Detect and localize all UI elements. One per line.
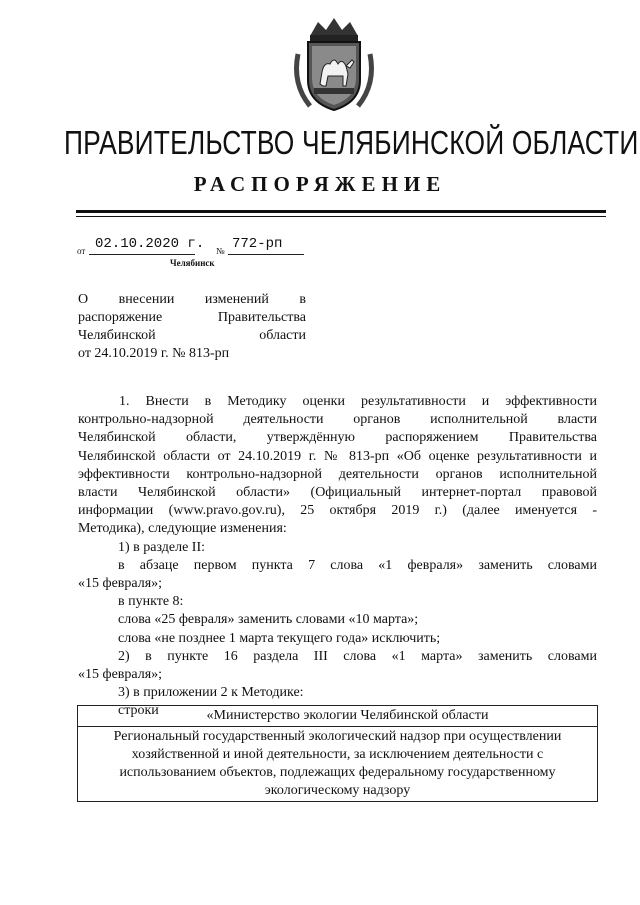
body-line: Методика), следующие изменения: xyxy=(78,521,287,537)
subject-line-last: от 24.10.2019 г. № 813-рп xyxy=(78,346,230,361)
organization-title: ПРАВИТЕЛЬСТВО ЧЕЛЯБИНСКОЙ ОБЛАСТИ xyxy=(64,124,639,161)
subject-line: распоряжение Правительства xyxy=(78,310,306,325)
list-item-1b: в пункте 8: xyxy=(118,594,184,610)
coat-of-arms-emblem xyxy=(288,14,380,114)
number-underline xyxy=(228,254,304,255)
body-line: Челябинской области от 24.10.2019 г. № 813-рп «Об оценке результативности и xyxy=(78,448,597,464)
list-item-1c: слова «25 февраля» заменить словами «10 марта»; xyxy=(118,612,419,628)
amendment-table xyxy=(77,705,598,802)
document-date: 02.10.2020 г. xyxy=(95,236,205,252)
subject-line: О внесении изменений в xyxy=(78,292,306,307)
list-item-3a: строки xyxy=(118,703,159,719)
list-item-1: 1) в разделе II: xyxy=(118,539,206,555)
body-line: власти Челябинской области» (Официальный интернет-портал правовой xyxy=(78,485,597,501)
body-line: Челябинской области, утверждённую распоряжением Правительства xyxy=(78,430,597,446)
body-line: информации (www.pravo.gov.ru), 25 октября 2019 г.) (далее именуется - xyxy=(78,503,597,519)
document-body xyxy=(78,393,597,721)
list-item-1a: в абзаце первом пункта 7 слова «1 февраля» заменить словами xyxy=(118,557,597,573)
date-underline xyxy=(89,254,195,255)
table-cell-supervision: Региональный государственный экологический надзор при осуществлении хозяйственной и иной деятельности, за исключением деятельности с использованием объектов, подлежащих федеральному государственному экологическому надзору xyxy=(113,729,562,798)
header-rule-thick xyxy=(76,210,606,213)
document-subject xyxy=(78,291,306,363)
document-type-title: РАСПОРЯЖЕНИЕ xyxy=(193,172,447,196)
list-item-1a-end: «15 февраля»; xyxy=(78,576,163,592)
list-item-2-end: «15 февраля»; xyxy=(78,667,163,683)
document-city: Челябинск xyxy=(170,258,215,268)
table-row xyxy=(78,727,597,801)
body-line: контрольно-надзорной деятельности органов исполнительной власти xyxy=(78,412,597,428)
date-prefix-label: от xyxy=(77,246,86,256)
body-line: 1. Внести в Методику оценки результативности и эффективности xyxy=(119,394,597,409)
subject-line: Челябинской области xyxy=(78,328,306,343)
table-cell-ministry: «Министерство экологии Челябинской области xyxy=(206,708,489,723)
number-label: № xyxy=(216,246,225,256)
list-item-2: 2) в пункте 16 раздела III слова «1 марта» заменить словами xyxy=(118,648,597,664)
body-line: эффективности контрольно-надзорной деятельности органов исполнительной xyxy=(78,466,597,482)
document-number: 772-рп xyxy=(232,236,283,252)
header-rule-thin xyxy=(76,216,606,217)
list-item-3: 3) в приложении 2 к Методике: xyxy=(118,685,304,701)
table-row xyxy=(78,706,597,727)
list-item-1d: слова «не позднее 1 марта текущего года» исключить; xyxy=(118,630,441,646)
